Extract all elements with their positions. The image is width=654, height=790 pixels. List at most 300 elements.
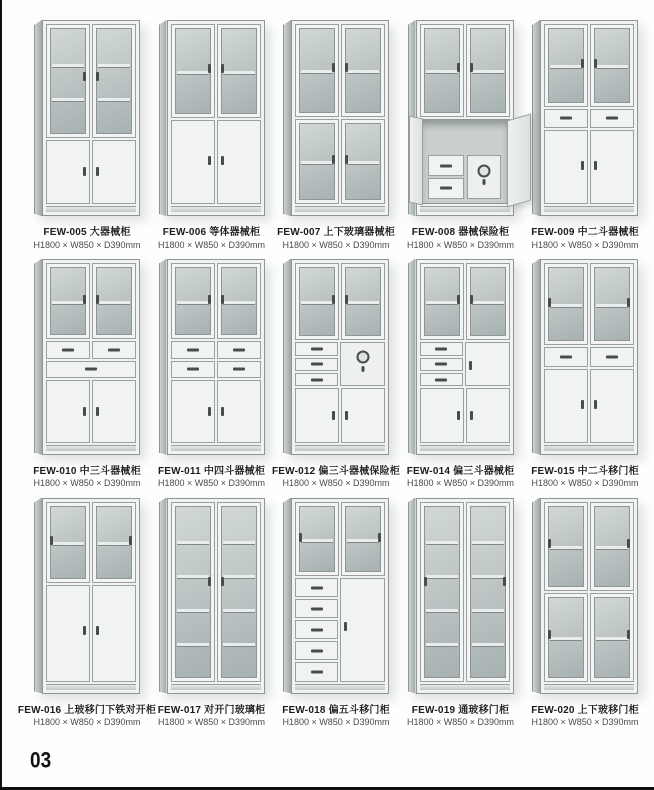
drawer bbox=[92, 341, 136, 358]
cabinet-door bbox=[420, 388, 464, 443]
cabinet-side-panel bbox=[159, 259, 167, 455]
cabinet-side-panel bbox=[159, 498, 167, 694]
cabinet-section bbox=[295, 388, 385, 443]
drawer-handle-icon bbox=[62, 349, 74, 352]
glass-door bbox=[92, 263, 136, 340]
shelf bbox=[177, 575, 209, 579]
shelf bbox=[550, 65, 582, 69]
cabinet-image bbox=[532, 498, 638, 698]
glass-pane bbox=[548, 597, 584, 678]
cabinet-section bbox=[420, 119, 510, 204]
door-handle-icon bbox=[208, 156, 211, 165]
cabinet-section bbox=[46, 585, 136, 681]
product-dimensions: H1800 × W850 × D390mm bbox=[282, 239, 390, 250]
cabinet-base bbox=[171, 445, 261, 451]
drawer bbox=[295, 373, 338, 386]
product-code-name: FEW-011 中四斗器械柜 bbox=[157, 465, 266, 477]
sliding-glass-door bbox=[590, 593, 634, 682]
door-handle-icon bbox=[581, 59, 584, 68]
door-handle-icon bbox=[345, 155, 348, 164]
cabinet-front bbox=[416, 20, 514, 216]
drawer bbox=[295, 578, 338, 597]
glass-door bbox=[171, 24, 215, 118]
cabinet-side-panel bbox=[34, 259, 42, 455]
door-handle-icon bbox=[332, 295, 335, 304]
door-handle-icon bbox=[470, 295, 473, 304]
product-row bbox=[2, 259, 654, 490]
glass-door bbox=[466, 263, 510, 340]
open-door-left bbox=[409, 115, 423, 205]
product-label bbox=[531, 705, 639, 729]
glass-pane bbox=[345, 123, 381, 200]
glass-pane bbox=[594, 267, 630, 342]
cabinet bbox=[283, 259, 389, 455]
door-handle-icon bbox=[129, 536, 132, 545]
door-handle-icon bbox=[345, 63, 348, 72]
shelf bbox=[223, 643, 255, 647]
drawer-handle-icon bbox=[311, 670, 323, 673]
cabinet-front bbox=[291, 259, 389, 455]
glass-door bbox=[295, 119, 339, 204]
drawer-handle-icon bbox=[311, 347, 323, 350]
door-handle-icon bbox=[581, 161, 584, 170]
drawer-handle-icon bbox=[85, 368, 97, 371]
glass-door bbox=[217, 24, 261, 118]
cabinet-section bbox=[295, 24, 385, 117]
drawer-handle-icon bbox=[187, 368, 199, 371]
shelf bbox=[301, 539, 333, 543]
door-handle-icon bbox=[221, 156, 224, 165]
cabinet-door bbox=[46, 140, 90, 204]
cabinet-image bbox=[532, 259, 638, 459]
glass-pane bbox=[594, 597, 630, 678]
door-handle-icon bbox=[50, 536, 53, 545]
door-handle-icon bbox=[96, 407, 99, 416]
shelf bbox=[550, 304, 582, 308]
cabinet-base bbox=[46, 206, 136, 212]
cabinet-section bbox=[544, 263, 634, 346]
shelf bbox=[177, 71, 209, 75]
cabinet-image bbox=[408, 259, 514, 459]
cabinet-section bbox=[46, 341, 136, 358]
sliding-glass-door bbox=[341, 502, 385, 577]
safe-drawers bbox=[428, 155, 463, 198]
door-handle-icon bbox=[83, 407, 86, 416]
cabinet-section bbox=[46, 24, 136, 138]
drawer-handle-icon bbox=[560, 117, 572, 120]
shelf bbox=[596, 546, 628, 550]
cabinet-door bbox=[544, 369, 588, 443]
cabinet-base bbox=[420, 206, 510, 212]
glass-pane bbox=[175, 506, 211, 678]
product-card bbox=[26, 259, 148, 490]
glass-door bbox=[217, 263, 261, 340]
drawer bbox=[295, 620, 338, 639]
shelf bbox=[98, 98, 130, 102]
inner-safe-unit bbox=[428, 155, 500, 198]
shelf bbox=[426, 575, 458, 579]
door-handle-icon bbox=[503, 577, 506, 586]
cabinet-base bbox=[544, 684, 634, 690]
glass-pane bbox=[299, 267, 335, 336]
lock-dial-icon bbox=[356, 351, 369, 364]
cabinet-section bbox=[46, 502, 136, 584]
glass-door bbox=[420, 24, 464, 117]
door-handle-icon bbox=[332, 155, 335, 164]
sliding-glass-door bbox=[466, 502, 510, 682]
cabinet-image bbox=[408, 20, 514, 220]
door-handle-icon bbox=[345, 295, 348, 304]
drawer-handle-icon bbox=[233, 349, 245, 352]
cabinet-section bbox=[171, 380, 261, 443]
product-dimensions: H1800 × W850 × D390mm bbox=[33, 478, 141, 489]
shelf bbox=[596, 637, 628, 641]
glass-pane bbox=[221, 506, 257, 678]
shelf bbox=[347, 539, 379, 543]
door-handle-icon bbox=[627, 298, 630, 307]
shelf bbox=[223, 575, 255, 579]
shelf bbox=[426, 70, 458, 74]
glass-pane bbox=[345, 506, 381, 573]
cabinet-section bbox=[544, 369, 634, 443]
product-dimensions: H1800 × W850 × D390mm bbox=[282, 478, 390, 489]
door-handle-icon bbox=[469, 361, 472, 370]
product-dimensions: H1800 × W850 × D390mm bbox=[157, 239, 266, 250]
drawer-handle-icon bbox=[311, 628, 323, 631]
product-code-name: FEW-008 器械保险柜 bbox=[411, 227, 510, 238]
cabinet-front bbox=[42, 259, 140, 455]
product-label bbox=[407, 466, 515, 490]
product-dimensions: H1800 × W850 × D390mm bbox=[531, 478, 639, 489]
door-handle-icon bbox=[96, 626, 99, 635]
cabinet-side-panel bbox=[532, 498, 540, 694]
product-label bbox=[158, 466, 265, 490]
sliding-glass-door bbox=[544, 593, 588, 682]
door-handle-icon bbox=[457, 63, 460, 72]
glass-pane bbox=[221, 267, 257, 336]
door-handle-icon bbox=[83, 72, 86, 81]
door-handle-icon bbox=[208, 64, 211, 73]
product-label bbox=[158, 705, 266, 729]
product-code-name: FEW-020 上下玻移门柜 bbox=[531, 704, 639, 716]
glass-door bbox=[46, 263, 90, 340]
product-code-name: FEW-014 偏三斗器械柜 bbox=[406, 465, 515, 477]
product-label bbox=[33, 227, 140, 251]
product-card bbox=[26, 20, 148, 251]
cabinet-door bbox=[92, 140, 136, 204]
shelf bbox=[472, 575, 504, 579]
glass-pane bbox=[96, 267, 132, 336]
cabinet-image bbox=[283, 259, 389, 459]
cabinet bbox=[532, 20, 638, 216]
door-handle-icon bbox=[627, 630, 630, 639]
shelf bbox=[52, 98, 84, 102]
cabinet-section bbox=[295, 342, 385, 386]
sliding-glass-door bbox=[544, 502, 588, 591]
door-handle-icon bbox=[208, 407, 211, 416]
drawer bbox=[590, 109, 634, 128]
cabinet-door bbox=[171, 120, 215, 204]
cabinet-front bbox=[167, 259, 265, 455]
cabinet-section bbox=[420, 342, 510, 386]
shelf bbox=[472, 301, 504, 305]
drawer bbox=[428, 178, 463, 199]
cabinet bbox=[283, 498, 389, 694]
shelf bbox=[177, 301, 209, 305]
glass-pane bbox=[50, 506, 86, 580]
glass-pane bbox=[299, 28, 335, 113]
product-card bbox=[400, 20, 522, 251]
door-handle-icon bbox=[221, 407, 224, 416]
product-label bbox=[18, 705, 156, 729]
drawer-handle-icon bbox=[311, 607, 323, 610]
cabinet-image bbox=[34, 498, 140, 698]
door-handle-icon bbox=[208, 295, 211, 304]
cabinet-base bbox=[420, 684, 510, 690]
cabinet bbox=[283, 20, 389, 216]
drawer-handle-icon bbox=[311, 378, 323, 381]
product-label bbox=[33, 466, 141, 490]
cabinet-section bbox=[544, 109, 634, 128]
drawer-handle-icon bbox=[440, 187, 452, 190]
cabinet-section bbox=[295, 119, 385, 204]
cabinet-section bbox=[295, 502, 385, 577]
cabinet bbox=[34, 20, 140, 216]
product-dimensions: H1800 × W850 × D390mm bbox=[406, 717, 515, 727]
door-handle-icon bbox=[345, 411, 348, 420]
cabinet-front bbox=[167, 498, 265, 694]
cabinet-front bbox=[540, 20, 638, 216]
shelf bbox=[98, 301, 130, 305]
cabinet-section bbox=[171, 263, 261, 340]
cabinet-section bbox=[171, 120, 261, 204]
door-handle-icon bbox=[208, 577, 211, 586]
product-label bbox=[531, 227, 639, 251]
cabinet-front bbox=[291, 498, 389, 694]
drawer-handle-icon bbox=[560, 356, 572, 359]
door-handle-icon bbox=[457, 295, 460, 304]
cabinet bbox=[532, 498, 638, 694]
drawer bbox=[295, 641, 338, 660]
cabinet-front bbox=[540, 498, 638, 694]
product-card bbox=[17, 498, 157, 729]
shelf bbox=[177, 609, 209, 613]
cabinet-door bbox=[544, 130, 588, 204]
cabinet bbox=[159, 20, 265, 216]
sliding-glass-door bbox=[544, 263, 588, 346]
glass-pane bbox=[175, 267, 211, 336]
product-code-name: FEW-006 等体器械柜 bbox=[162, 227, 261, 238]
cabinet-front bbox=[42, 20, 140, 216]
cabinet-front bbox=[291, 20, 389, 216]
cabinet-image bbox=[34, 259, 140, 459]
product-code-name: FEW-015 中二斗移门柜 bbox=[531, 465, 639, 477]
door-handle-icon bbox=[470, 63, 473, 72]
product-code-name: FEW-019 通玻移门柜 bbox=[411, 704, 510, 716]
door-handle-icon bbox=[548, 630, 551, 639]
shelf bbox=[472, 541, 504, 545]
cabinet-door bbox=[171, 380, 215, 443]
product-dimensions: H1800 × W850 × D390mm bbox=[157, 478, 266, 489]
door-handle-icon bbox=[627, 539, 630, 548]
door-handle-icon bbox=[581, 400, 584, 409]
door-handle-icon bbox=[96, 72, 99, 81]
product-dimensions: H1800 × W850 × D390mm bbox=[157, 717, 266, 727]
drawer bbox=[590, 347, 634, 366]
safe-door bbox=[340, 342, 385, 386]
drawer bbox=[420, 373, 463, 386]
door-handle-icon bbox=[594, 400, 597, 409]
sliding-glass-door bbox=[46, 502, 90, 584]
product-dimensions: H1800 × W850 × D390mm bbox=[531, 717, 639, 727]
glass-door bbox=[420, 263, 464, 340]
cabinet-section bbox=[171, 341, 261, 358]
product-grid bbox=[2, 20, 654, 728]
drawer bbox=[420, 358, 463, 371]
cabinet-door bbox=[46, 585, 90, 681]
product-card bbox=[524, 20, 646, 251]
cabinet-side-panel bbox=[283, 259, 291, 455]
cabinet-base bbox=[46, 445, 136, 451]
drawer-handle-icon bbox=[311, 363, 323, 366]
shelf bbox=[52, 64, 84, 68]
product-card bbox=[272, 259, 401, 490]
glass-pane bbox=[470, 267, 506, 336]
product-dimensions: H1800 × W850 × D390mm bbox=[531, 239, 639, 250]
drawer bbox=[46, 341, 90, 358]
shelf bbox=[301, 70, 333, 74]
cabinet-door bbox=[295, 388, 339, 443]
cabinet bbox=[408, 259, 514, 455]
product-label bbox=[407, 227, 514, 251]
glass-door bbox=[171, 502, 215, 682]
cabinet-section bbox=[420, 263, 510, 340]
glass-pane bbox=[221, 28, 257, 114]
door-handle-icon bbox=[332, 63, 335, 72]
cabinet-section bbox=[544, 502, 634, 591]
cabinet-front bbox=[416, 498, 514, 694]
cabinet-base bbox=[295, 445, 385, 451]
drawer bbox=[217, 361, 261, 378]
cabinet-image bbox=[159, 259, 265, 459]
glass-pane bbox=[548, 28, 584, 103]
cabinet-side-panel bbox=[532, 20, 540, 216]
cabinet-front bbox=[42, 498, 140, 694]
cabinet-side-panel bbox=[34, 498, 42, 694]
cabinet-door bbox=[92, 585, 136, 681]
product-label bbox=[531, 466, 639, 490]
cabinet-front bbox=[416, 259, 514, 455]
cabinet-base bbox=[295, 684, 385, 690]
cabinet-section bbox=[171, 502, 261, 682]
product-label bbox=[158, 227, 265, 251]
cabinet-door bbox=[92, 380, 136, 443]
cabinet-side-panel bbox=[532, 259, 540, 455]
shelf bbox=[347, 301, 379, 305]
product-dimensions: H1800 × W850 × D390mm bbox=[33, 239, 141, 250]
door-handle-icon bbox=[83, 295, 86, 304]
open-cabinet-interior bbox=[420, 119, 510, 204]
product-row bbox=[2, 498, 654, 729]
glass-door bbox=[341, 263, 385, 340]
keyhole-icon bbox=[482, 179, 485, 185]
cabinet-front bbox=[540, 259, 638, 455]
shelf bbox=[426, 541, 458, 545]
drawer-handle-icon bbox=[233, 368, 245, 371]
glass-pane bbox=[175, 28, 211, 114]
shelf bbox=[177, 541, 209, 545]
drawer-handle-icon bbox=[435, 378, 447, 381]
product-code-name: FEW-007 上下玻璃器械柜 bbox=[277, 227, 395, 238]
drawer bbox=[295, 599, 338, 618]
product-code-name: FEW-016 上玻移门下铁对开柜 bbox=[17, 704, 157, 716]
cabinet-section bbox=[544, 24, 634, 107]
glass-door bbox=[295, 263, 339, 340]
cabinet-side-panel bbox=[159, 20, 167, 216]
product-label bbox=[282, 705, 390, 729]
glass-door bbox=[92, 24, 136, 138]
glass-pane bbox=[96, 28, 132, 134]
glass-pane bbox=[50, 28, 86, 134]
door-handle-icon bbox=[594, 59, 597, 68]
sliding-glass-door bbox=[590, 263, 634, 346]
cabinet-base bbox=[544, 206, 634, 212]
cabinet-base bbox=[46, 684, 136, 690]
glass-door bbox=[544, 24, 588, 107]
shelf bbox=[347, 70, 379, 74]
glass-pane bbox=[96, 506, 132, 580]
cabinet-image bbox=[159, 498, 265, 698]
cabinet-image bbox=[532, 20, 638, 220]
drawer bbox=[420, 342, 463, 355]
door-handle-icon bbox=[221, 295, 224, 304]
cabinet bbox=[159, 498, 265, 694]
product-code-name: FEW-009 中二斗器械柜 bbox=[531, 227, 639, 238]
cabinet-section bbox=[46, 361, 136, 378]
cabinet-base bbox=[420, 445, 510, 451]
shelf bbox=[177, 643, 209, 647]
cabinet-door bbox=[217, 380, 261, 443]
cabinet-side-panel bbox=[34, 20, 42, 216]
glass-door bbox=[466, 24, 510, 117]
shelf bbox=[472, 609, 504, 613]
sliding-glass-door bbox=[420, 502, 464, 682]
cabinet-base bbox=[171, 206, 261, 212]
product-dimensions: H1800 × W850 × D390mm bbox=[406, 478, 515, 489]
door-handle-icon bbox=[96, 167, 99, 176]
product-code-name: FEW-012 偏三斗器械保险柜 bbox=[272, 465, 401, 477]
glass-pane bbox=[548, 506, 584, 587]
cabinet-image bbox=[283, 20, 389, 220]
product-card bbox=[151, 20, 273, 251]
shelf bbox=[596, 65, 628, 69]
door-handle-icon bbox=[378, 533, 381, 542]
product-label bbox=[407, 705, 514, 729]
cabinet-side-panel bbox=[408, 498, 416, 694]
cabinet-image bbox=[408, 498, 514, 698]
cabinet bbox=[408, 498, 514, 694]
drawer bbox=[217, 341, 261, 358]
cabinet-door bbox=[590, 130, 634, 204]
shelf bbox=[52, 301, 84, 305]
glass-door bbox=[590, 24, 634, 107]
product-card bbox=[275, 498, 397, 729]
cabinet-section bbox=[420, 502, 510, 682]
drawer bbox=[544, 347, 588, 366]
keyhole-icon bbox=[361, 366, 364, 372]
cabinet-door bbox=[341, 388, 385, 443]
sliding-glass-door bbox=[92, 502, 136, 584]
